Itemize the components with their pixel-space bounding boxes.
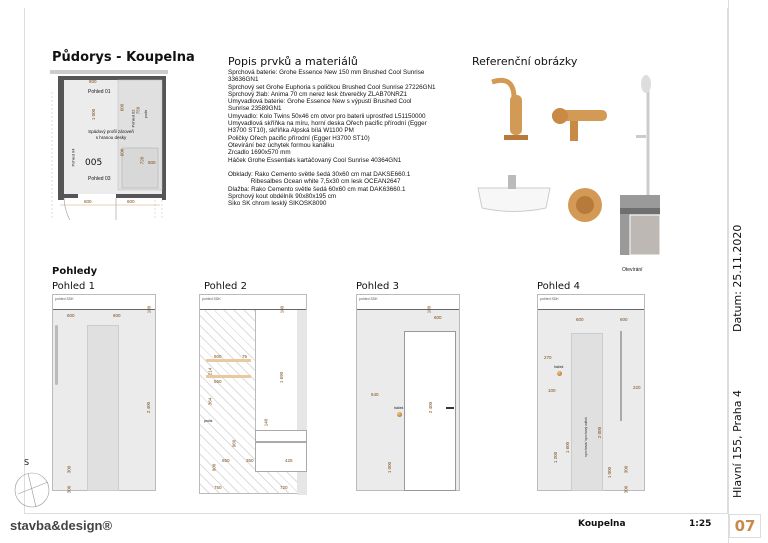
shower-niche <box>571 333 603 491</box>
views-title: Pohledy <box>52 266 98 277</box>
vanity-cabinet <box>255 442 307 472</box>
address-label: Hlavní 155, Praha 4 <box>731 389 744 498</box>
shower-rail <box>55 325 58 385</box>
profile-note: Spádový profil zároveň s hranou desky <box>88 129 134 140</box>
basin-faucet-image <box>492 80 528 140</box>
view-4-title: Pohled 4 <box>537 281 580 292</box>
shower-mixer-image <box>552 108 607 141</box>
references-title: Referenční obrázky <box>472 55 578 68</box>
materials-list: Sprchová baterie: Grohe Essence New 150 mm Brushed Cool Sunrise 33636GN1 Sprchový set Grohe Euphoria s poličkou Brushed Cool Sunrise 27226GN1 Sprchový žlab: Anima 70 cm nerez lesk čtverečky ZLAB70NRZ1 Umyvadlová baterie: Grohe Essence New s výpustí Brushed Cool Sunrise 23589GN1 Umyvadlo: Kolo Twins 50x46 cm otvor pro baterii uprostřed L51150000 Umyvadlová skříňka na míru, horní deska Ořech pacific přírodní (Egger H3700 ST10), skříňka Alpská bílá W1100 PM Poličky Ořech pacific přírodní (Egger H3700 ST10) Otevírání bez úchytek formou kanálku Zrcadlo 1690x570 mm Háček Grohe Essentials kartáčovaný Cool Sunrise 40364GN1 <box>228 69 436 164</box>
view-1-title: Pohled 1 <box>52 281 95 292</box>
hook-marker <box>557 371 562 376</box>
elevation-view-1: pohled SDK 600 600 180 2 400 300 300 <box>52 294 156 491</box>
elevation-view-2: pohled SDK 180 600 75 214 550 364 1 690 140 prolis 960 900 650 350 425 750 720 <box>199 294 307 494</box>
room-number: 005 <box>85 158 103 168</box>
washbasin-image <box>478 175 550 212</box>
view-2-title: Pohled 2 <box>204 281 247 292</box>
plan-title: Půdorys - Koupelna <box>52 50 195 65</box>
view-3-title: Pohled 3 <box>356 281 399 292</box>
mirror <box>255 310 297 430</box>
finishes-list: Obklady: Rako Cemento světle šedá 30x60 cm mat DAKSE660.1 Ribesalbes Ocean white 7,5x30 cm lesk OCEAN2647 Dlažba: Rako Cemento světle šedá 60x60 cm mat DAK63660.1 Sprchový kout obdélník 90x80x195 cm Siko SK chrom lesklý SIKOSK8090 <box>228 171 411 208</box>
compass-label: S <box>24 458 30 467</box>
drawer-opening-image <box>620 195 660 255</box>
reference-caption: Otevírání <box>622 267 643 273</box>
side-divider <box>728 0 729 543</box>
shelf-lower <box>206 375 251 378</box>
compass-icon <box>14 468 54 512</box>
plan-label-pohled-01: Pohled 01 <box>88 89 111 95</box>
elevation-view-4: pohled SDK háček sprchová/ sprchový odtok 600 600 270 100 220 2 000 1 600 1 200 1 000 300 300 <box>537 294 645 491</box>
room-name: Koupelna <box>578 519 626 529</box>
shelf-upper <box>206 359 251 362</box>
date-label: Datum: 25.11.2020 <box>731 224 744 332</box>
sheet-number: 07 <box>729 514 761 538</box>
elevation-view-3: pohled SDK háček 180 600 540 2 400 1 000 <box>356 294 460 491</box>
plan-label-pohled-03: Pohled 03 <box>88 176 111 182</box>
hook-image <box>568 188 602 222</box>
shower-rail <box>620 331 622 421</box>
shower-set-image <box>636 75 651 195</box>
company-logo: stavba&design® <box>10 518 113 533</box>
door-handle <box>446 407 454 409</box>
shower-enclosure <box>87 325 119 491</box>
hook-marker <box>397 412 402 417</box>
washbasin <box>255 430 307 442</box>
scale: 1:25 <box>689 519 712 529</box>
materials-title: Popis prvků a materiálů <box>228 55 358 68</box>
reference-images <box>470 70 670 270</box>
